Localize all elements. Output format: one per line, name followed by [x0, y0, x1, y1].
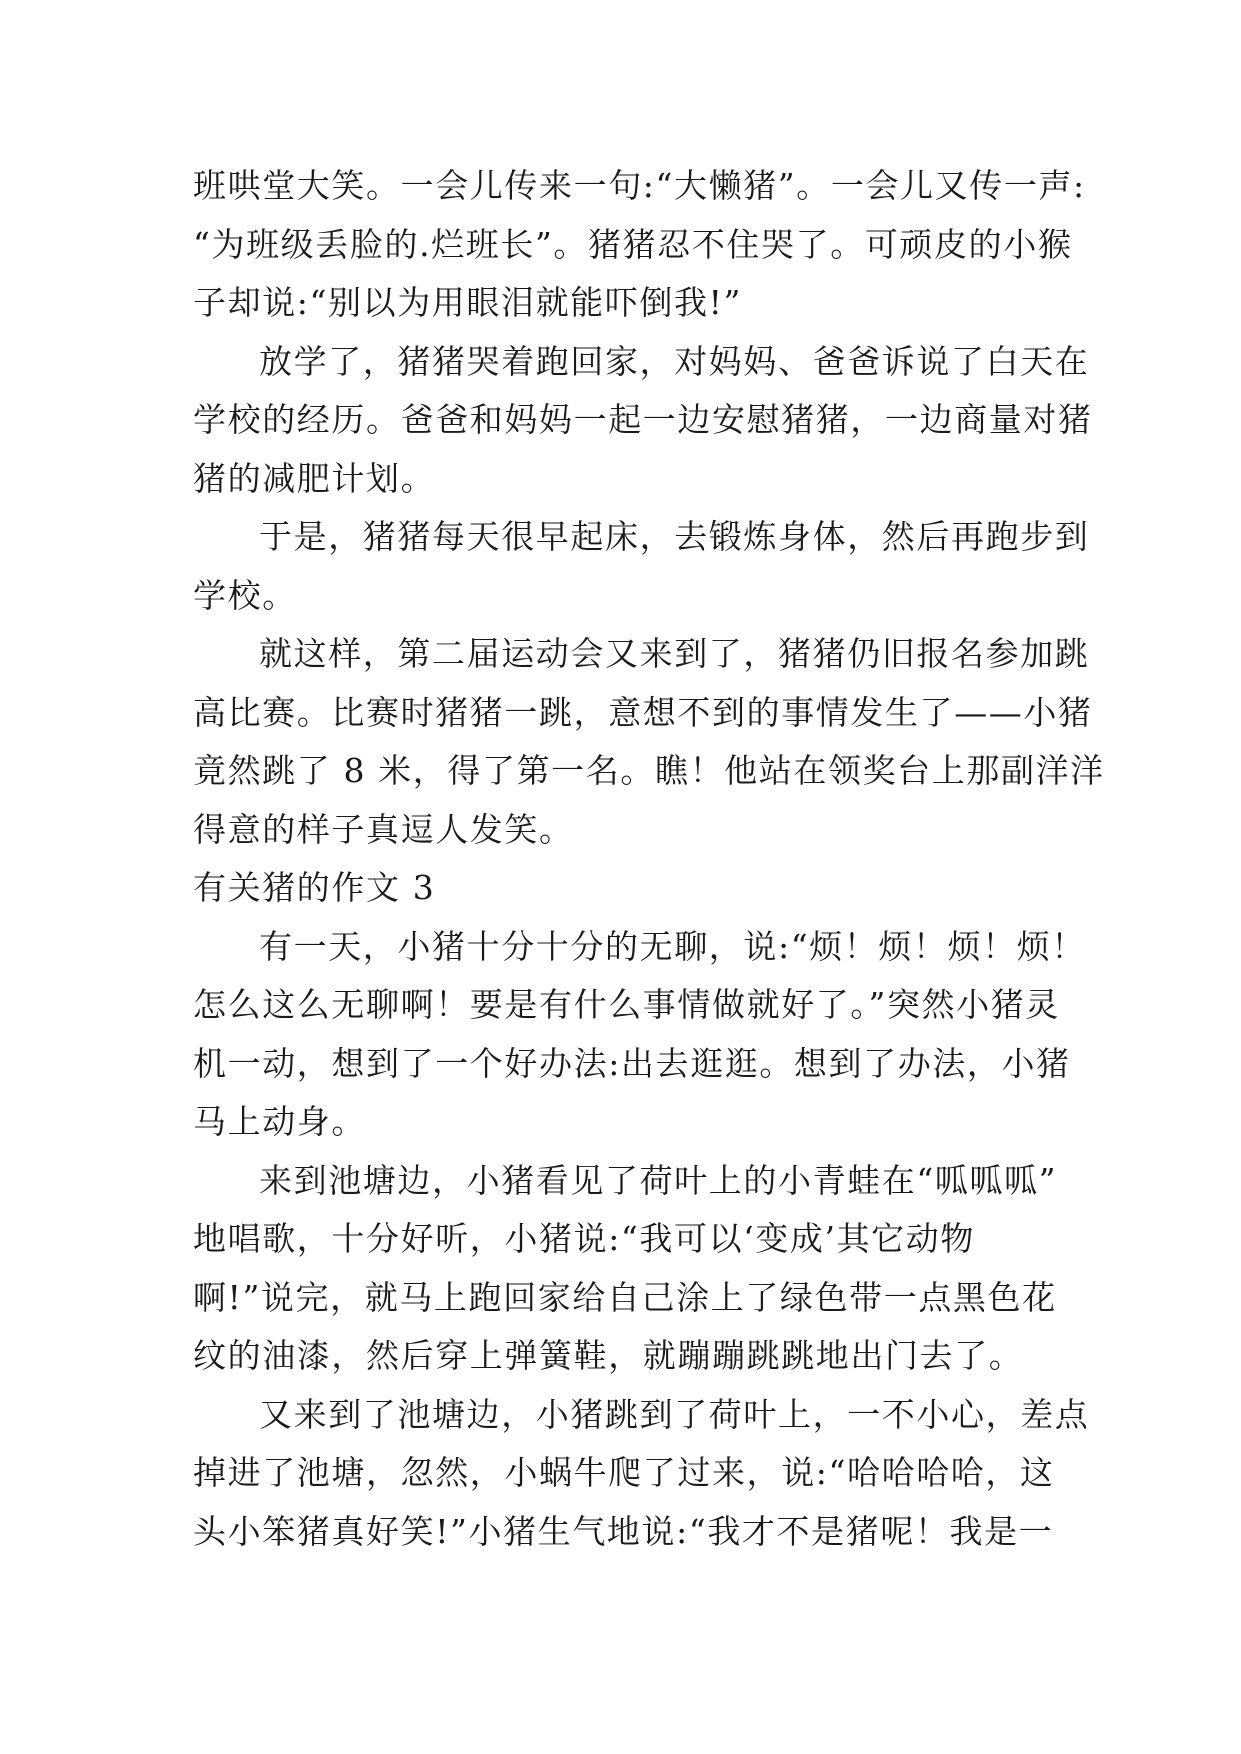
text-line: 怎么这么无聊啊！要是有什么事情做就好了。”突然小猪灵 [193, 985, 1060, 1024]
text-line: 得意的样子真逗人发笑。 [193, 809, 574, 849]
text-line: 学校的经历。爸爸和妈妈一起一边安慰猪猪，一边商量对猪 [193, 400, 1093, 439]
text-line: 放学了，猪猪哭着跑回家，对妈妈、爸爸诉说了白天在 [259, 341, 1090, 381]
text-line: 来到池塘边，小猪看见了荷叶上的小青蛙在“呱呱呱” [259, 1160, 1058, 1200]
paragraph [193, 625, 1105, 859]
text-line: 子却说:“别以为用眼泪就能吓倒我!” [193, 283, 742, 322]
text-line: 班哄堂大笑。一会儿传来一句:“大懒猪”。一会儿又传一声: [193, 166, 1086, 205]
paragraph [193, 918, 1086, 1152]
text-line: 高比赛。比赛时猪猪一跳，意想不到的事情发生了——小猪 [193, 692, 1093, 732]
paragraph [193, 1152, 1058, 1386]
paragraph [193, 157, 1086, 333]
section-heading-container [193, 859, 1053, 918]
text-line: 掉进了池塘，忽然，小蜗牛爬了过来，说:“哈哈哈哈，这 [193, 1453, 1055, 1492]
text-line: 啊!”说完，就马上跑回家给自己涂上了绿色带一点黑色花 [193, 1277, 1057, 1317]
text-line: 纹的油漆，然后穿上弹簧鞋，就蹦蹦跳跳地出门去了。 [193, 1336, 1024, 1375]
text-line: 马上动身。 [193, 1102, 366, 1141]
text-line: 于是，猪猪每天很早起床，去锻炼身体，然后再跑步到 [259, 517, 1090, 556]
section-heading: 有关猪的作文 3 [193, 868, 436, 907]
text-line: 地唱歌，十分好听，小猪说:“我可以‘变成’其它动物 [193, 1219, 975, 1258]
paragraph [193, 508, 1090, 625]
text-line: 头小笨猪真好笑!”小猪生气地说:“我才不是猪呢！我是一 [193, 1511, 1054, 1551]
text-line: 学校。 [193, 575, 297, 615]
text-line: 机一动，想到了一个好办法:出去逛逛。想到了办法，小猪 [193, 1043, 1071, 1083]
document-body [193, 157, 1105, 1561]
text-line: 竟然跳了 8 米，得了第一名。瞧！他站在领奖台上那副洋洋 [193, 751, 1105, 790]
text-line: “为班级丢脸的.烂班长”。猪猪忍不住哭了。可顽皮的小猴 [193, 224, 1073, 264]
text-line: 猪的减肥计划。 [193, 458, 436, 498]
text-line: 就这样，第二届运动会又来到了，猪猪仍旧报名参加跳 [259, 634, 1090, 673]
text-line: 又来到了池塘边，小猪跳到了荷叶上，一不小心，差点 [259, 1394, 1090, 1434]
paragraph [193, 333, 1093, 509]
text-line: 有一天，小猪十分十分的无聊，说:“烦！烦！烦！烦！ [259, 926, 1086, 966]
paragraph [193, 1386, 1090, 1562]
